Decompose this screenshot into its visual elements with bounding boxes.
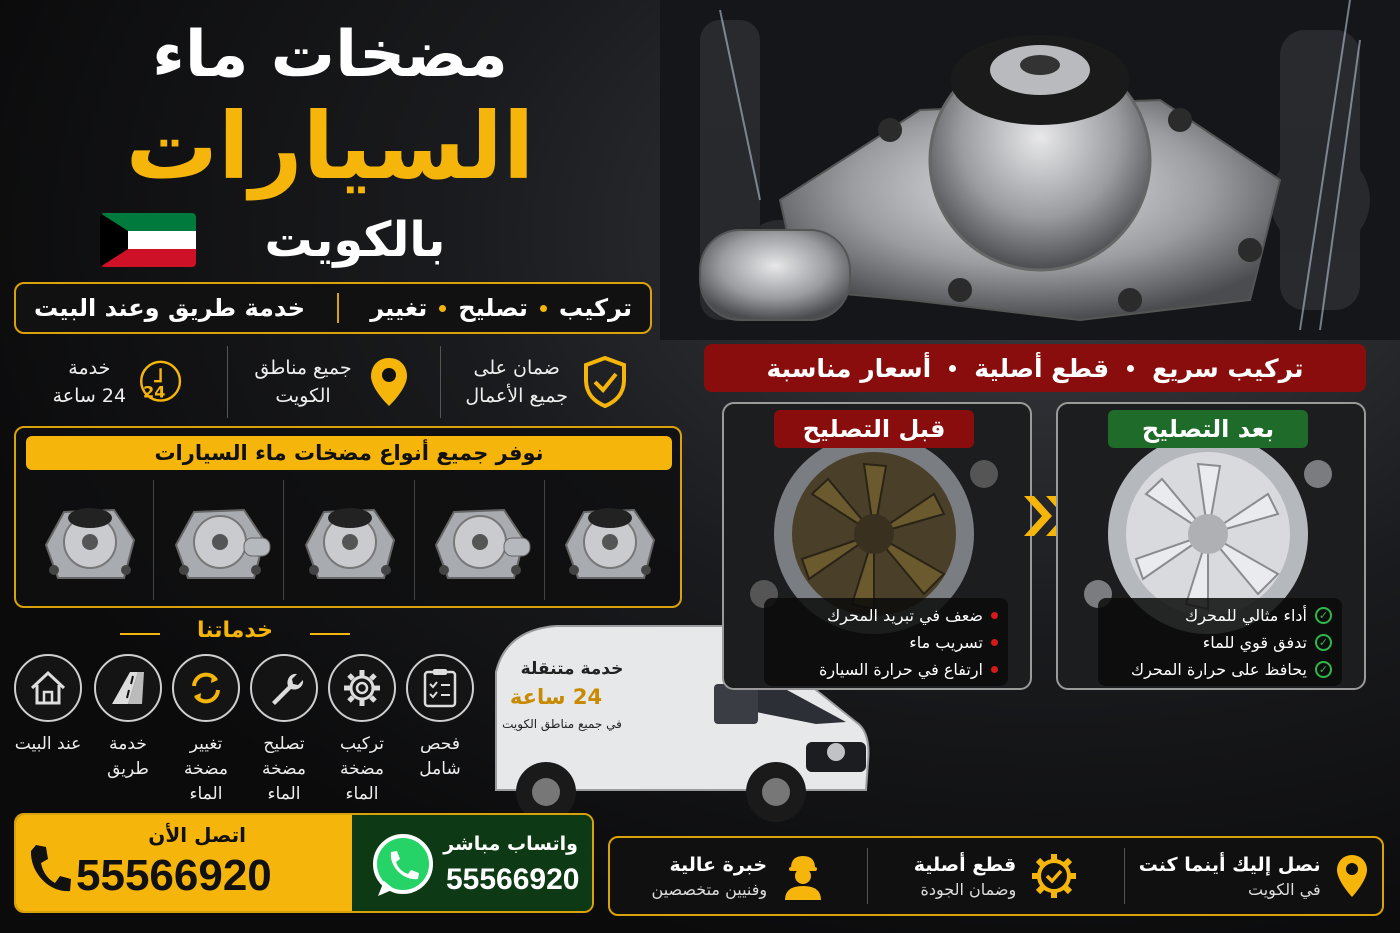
- trust-location-title: نصل إليك أينما كنت: [1138, 853, 1321, 876]
- water-pump-image: [164, 490, 274, 590]
- whatsapp-icon: [368, 831, 438, 901]
- highlight-fast-install: تركيب سريع: [1152, 353, 1304, 383]
- service-repair: تصليح: [458, 294, 528, 322]
- service-replace-label: تغيير مضخة الماء: [184, 734, 228, 804]
- service-road-item: [92, 654, 164, 782]
- feature-coverage-line1: جميع مناطق: [254, 357, 352, 379]
- home-icon: [14, 654, 82, 722]
- before-issues-list: [764, 598, 1008, 686]
- services-title: خدماتنا: [150, 618, 320, 643]
- call-label: اتصل الأن: [148, 823, 246, 847]
- trust-expertise-sub: وفنيين متخصصين: [651, 879, 768, 899]
- divider: [337, 293, 339, 323]
- dot-separator: [540, 305, 547, 312]
- whatsapp-label: واتساب مباشر: [443, 833, 578, 855]
- service-inspection: [404, 654, 476, 782]
- pump-types-box: [14, 426, 682, 608]
- service-home-label: عند البيت: [14, 734, 82, 754]
- trust-parts-title: قطع أصلية: [913, 853, 1017, 876]
- contact-bar: [14, 813, 594, 913]
- whatsapp-number[interactable]: 55566920: [446, 863, 580, 896]
- dot-separator: [1127, 365, 1134, 372]
- feature-warranty-line2: جميع الأعمال: [465, 385, 568, 407]
- trust-expertise-title: خبرة عالية: [669, 853, 768, 876]
- features-row: [14, 346, 654, 418]
- feature-24h-line2: 24 ساعة: [52, 385, 127, 407]
- pump-gallery: [24, 480, 674, 600]
- service-replace-item: [170, 654, 242, 807]
- gear-check-icon: [1030, 852, 1078, 900]
- service-road-label: خدمة طريق: [107, 734, 149, 779]
- shield-check-icon: [580, 354, 630, 410]
- highlights-banner: [704, 344, 1366, 392]
- before-issue: ضعف في تبريد المحرك: [774, 602, 998, 629]
- trust-parts-sub: وضمان الجودة: [920, 879, 1017, 899]
- call-panel[interactable]: [16, 815, 352, 911]
- pump-thumbnail: [283, 480, 413, 600]
- van-text-line1: خدمة متنقلة: [520, 659, 624, 679]
- title-line-1: مضخات ماء: [152, 18, 508, 92]
- before-issue: تسريب ماء: [774, 629, 998, 656]
- checklist-icon: [406, 654, 474, 722]
- after-benefits-list: [1098, 598, 1342, 686]
- pump-thumbnail: [414, 480, 544, 600]
- bullet-icon: [991, 666, 998, 673]
- feature-warranty: [441, 346, 654, 418]
- trust-location: [1125, 848, 1382, 904]
- road-icon: [94, 654, 162, 722]
- check-icon: ✓: [1315, 634, 1332, 651]
- service-replace: تغيير: [370, 294, 428, 322]
- water-pump-image: [554, 490, 664, 590]
- bullet-icon: [991, 639, 998, 646]
- pump-thumbnail: [544, 480, 674, 600]
- water-pump-image: [294, 490, 404, 590]
- feature-24h-line1: خدمة: [68, 357, 111, 379]
- wrench-icon: [250, 654, 318, 722]
- after-benefit: ✓ تدفق قوي للماء: [1108, 629, 1332, 656]
- hero-pump-image: [660, 0, 1400, 340]
- feature-coverage: [228, 346, 442, 418]
- feature-coverage-line2: الكويت: [275, 385, 331, 407]
- after-benefit: ✓ أداء مثالي للمحرك: [1108, 602, 1332, 629]
- phone-icon: [28, 843, 72, 895]
- highlight-prices: أسعار مناسبة: [766, 353, 932, 383]
- clock-24-text: 24: [143, 382, 166, 402]
- before-issue: ارتفاع في حرارة السيارة: [774, 656, 998, 683]
- title-line-3: بالكويت: [264, 212, 446, 268]
- pump-thumbnail: [153, 480, 283, 600]
- water-pump-image: [34, 490, 144, 590]
- service-repair-label: تصليح مضخة الماء: [262, 734, 306, 804]
- service-inspection-label: فحص شامل: [419, 734, 461, 779]
- kuwait-flag-icon: [100, 213, 196, 267]
- dot-separator: [949, 365, 956, 372]
- whatsapp-panel[interactable]: [352, 815, 592, 911]
- dot-separator: [439, 305, 446, 312]
- check-icon: ✓: [1315, 607, 1332, 624]
- trust-location-sub: في الكويت: [1247, 879, 1321, 899]
- van-text-line3: في جميع مناطق الكويت: [502, 717, 622, 731]
- service-list: [370, 294, 632, 322]
- title-line-2: السيارات: [125, 93, 535, 200]
- feature-24h: [14, 346, 228, 418]
- service-install-item: [326, 654, 398, 807]
- location-pin-icon: [364, 354, 414, 410]
- trust-expertise: [610, 848, 868, 904]
- refresh-icon: [172, 654, 240, 722]
- after-label: بعد التصليح: [1108, 410, 1308, 448]
- van-text-line2: 24 ساعة: [509, 685, 603, 709]
- service-home-item: [12, 654, 84, 757]
- service-extra: خدمة طريق وعند البيت: [34, 294, 306, 322]
- trust-parts: [868, 848, 1126, 904]
- service-repair-item: [248, 654, 320, 807]
- service-install: تركيب: [558, 294, 632, 322]
- water-pump-image: [424, 490, 534, 590]
- check-icon: ✓: [1315, 661, 1332, 678]
- before-label: قبل التصليح: [774, 410, 974, 448]
- call-number[interactable]: 55566920: [76, 851, 272, 900]
- gear-icon: [328, 654, 396, 722]
- highlight-original-parts: قطع أصلية: [974, 353, 1110, 383]
- pump-thumbnail: [24, 480, 153, 600]
- after-benefit: ✓ يحافظ على حرارة المحرك: [1108, 656, 1332, 683]
- services-row: [8, 654, 478, 804]
- before-repair-card: [722, 402, 1032, 690]
- mechanic-icon: [781, 852, 825, 900]
- trust-strip: [608, 836, 1384, 916]
- after-repair-card: [1056, 402, 1366, 690]
- clock-24-icon: [138, 354, 188, 410]
- feature-warranty-line1: ضمان على: [473, 357, 560, 379]
- location-pin-icon: [1335, 853, 1369, 899]
- bullet-icon: [991, 612, 998, 619]
- service-strip: [14, 282, 652, 334]
- service-install-label: تركيب مضخة الماء: [339, 734, 385, 804]
- pump-types-banner: نوفر جميع أنواع مضخات ماء السيارات: [26, 436, 672, 470]
